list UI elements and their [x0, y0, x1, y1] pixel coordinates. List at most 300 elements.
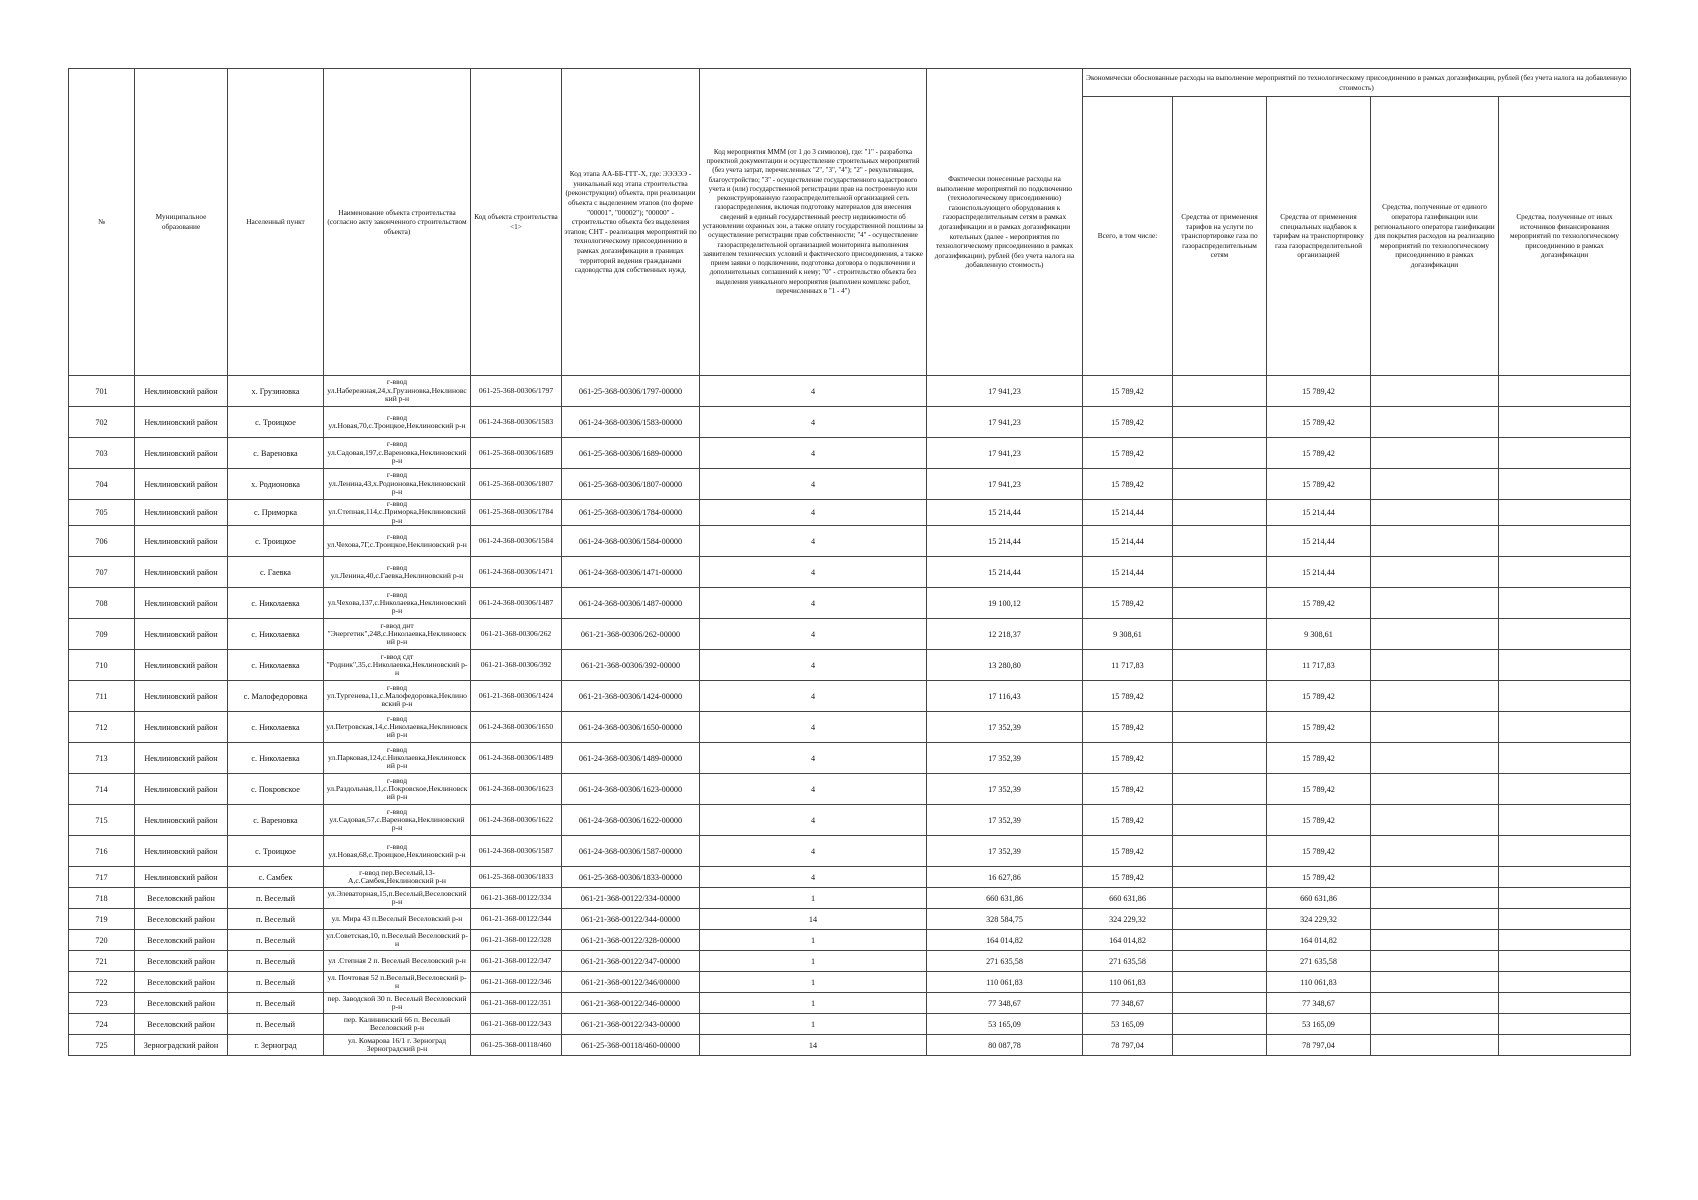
- object-name-cell: г-ввод ул.Ленина,43,х.Родионовка,Неклиновский р-н: [324, 469, 471, 500]
- header-total: Всего, в том числе:: [1083, 97, 1173, 376]
- stage-code-cell: 061-25-368-00306/1797-00000: [562, 376, 700, 407]
- total-cell: 164 014,82: [1083, 930, 1173, 951]
- header-operator-funds: Средства, полученные от единого оператора газификации или регионального оператора газификации для покрытия расходов на реализацию мероприятий по технологическому присоединению в рамках догазификации: [1371, 97, 1499, 376]
- operator-funds-cell: [1371, 650, 1499, 681]
- settlement-cell: с. Приморка: [228, 500, 324, 526]
- tariff-funds-cell: [1173, 972, 1267, 993]
- header-num: №: [69, 69, 135, 376]
- row-number: 705: [69, 500, 135, 526]
- object-code-cell: 061-24-368-00306/1584: [471, 526, 562, 557]
- other-funds-cell: [1499, 712, 1631, 743]
- settlement-cell: с. Николаевка: [228, 588, 324, 619]
- surcharge-funds-cell: 164 014,82: [1267, 930, 1371, 951]
- tariff-funds-cell: [1173, 376, 1267, 407]
- object-code-cell: 061-21-368-00122/343: [471, 1014, 562, 1035]
- data-table: [68, 68, 1631, 1056]
- table-row: [69, 1035, 1631, 1056]
- measure-code-cell: 4: [700, 867, 927, 888]
- municipality-cell: Неклиновский район: [135, 526, 228, 557]
- total-cell: 15 214,44: [1083, 500, 1173, 526]
- measure-code-cell: 4: [700, 774, 927, 805]
- table-row: [69, 469, 1631, 500]
- object-name-cell: ул .Степная 2 п. Веселый Веселовский р-н: [324, 951, 471, 972]
- table-row: [69, 557, 1631, 588]
- row-number: 724: [69, 1014, 135, 1035]
- object-name-cell: г-ввод ул.Раздольная,11,с.Покровское,Неклиновский р-н: [324, 774, 471, 805]
- object-name-cell: г-ввод сдт "Родник",35,с.Николаевка,Неклиновский р-н: [324, 650, 471, 681]
- tariff-funds-cell: [1173, 438, 1267, 469]
- operator-funds-cell: [1371, 836, 1499, 867]
- header-actual-costs: Фактически понесенные расходы на выполнение мероприятий по подключению (технологическому присоединению) газоиспользующего оборудования к газораспределительным сетям в рамках догазификации и в рамках догазификации котельных (далее - мероприятия по технологическому присоединению в рамках догазификации), рублей (без учета налога на добавленную стоимость): [927, 69, 1083, 376]
- actual-costs-cell: 17 352,39: [927, 805, 1083, 836]
- settlement-cell: с. Покровское: [228, 774, 324, 805]
- header-measure-code: Код мероприятия МММ (от 1 до 3 символов), где: "1" - разработка проектной документации и осуществление строительных мероприятий (без учета затрат, перечисленных "2", "3", "4"); "2" - рекультивация, благоустройство; "3" - осуществление государственного кадастрового учета и (или) государственной регистрации прав на построенную или реконструированную газораспределительной организацией сеть газораспределения, включая подготовку материалов для внесения сведений в единый государственный реестр недвижимости об установлении охранных зон, а также оплату государственной пошлины за осуществление регистрации прав собственности; "4" - осуществление газораспределительной организацией мониторинга выполнения заявителем технических условий и фактического присоединения, а также прием заявки о подключении, подготовка договора о подключении и дополнительных соглашений к нему; "0" - строительство объекта без выделения уникального мероприятия (выполнен комплекс работ, перечисленных в "1 - 4"): [700, 69, 927, 376]
- actual-costs-cell: 80 087,78: [927, 1035, 1083, 1056]
- other-funds-cell: [1499, 930, 1631, 951]
- surcharge-funds-cell: 15 789,42: [1267, 588, 1371, 619]
- municipality-cell: Зерноградский район: [135, 1035, 228, 1056]
- other-funds-cell: [1499, 993, 1631, 1014]
- total-cell: 271 635,58: [1083, 951, 1173, 972]
- settlement-cell: с. Троицкое: [228, 407, 324, 438]
- surcharge-funds-cell: 324 229,32: [1267, 909, 1371, 930]
- tariff-funds-cell: [1173, 526, 1267, 557]
- surcharge-funds-cell: 15 789,42: [1267, 681, 1371, 712]
- header-municipality: Муниципальное образование: [135, 69, 228, 376]
- surcharge-funds-cell: 15 789,42: [1267, 712, 1371, 743]
- total-cell: 15 789,42: [1083, 407, 1173, 438]
- surcharge-funds-cell: 15 789,42: [1267, 407, 1371, 438]
- table-row: [69, 1014, 1631, 1035]
- municipality-cell: Веселовский район: [135, 993, 228, 1014]
- tariff-funds-cell: [1173, 909, 1267, 930]
- surcharge-funds-cell: 15 789,42: [1267, 469, 1371, 500]
- table-row: [69, 867, 1631, 888]
- operator-funds-cell: [1371, 469, 1499, 500]
- measure-code-cell: 4: [700, 376, 927, 407]
- operator-funds-cell: [1371, 867, 1499, 888]
- operator-funds-cell: [1371, 376, 1499, 407]
- actual-costs-cell: 17 352,39: [927, 743, 1083, 774]
- stage-code-cell: 061-21-368-00306/392-00000: [562, 650, 700, 681]
- other-funds-cell: [1499, 805, 1631, 836]
- object-name-cell: г-ввод ул.Садовая,197,с.Вареновка,Неклиновский р-н: [324, 438, 471, 469]
- total-cell: 15 789,42: [1083, 681, 1173, 712]
- surcharge-funds-cell: 15 214,44: [1267, 557, 1371, 588]
- other-funds-cell: [1499, 909, 1631, 930]
- measure-code-cell: 4: [700, 557, 927, 588]
- tariff-funds-cell: [1173, 407, 1267, 438]
- surcharge-funds-cell: 15 789,42: [1267, 805, 1371, 836]
- row-number: 708: [69, 588, 135, 619]
- stage-code-cell: 061-24-368-00306/1487-00000: [562, 588, 700, 619]
- actual-costs-cell: 17 352,39: [927, 712, 1083, 743]
- tariff-funds-cell: [1173, 836, 1267, 867]
- municipality-cell: Веселовский район: [135, 888, 228, 909]
- municipality-cell: Неклиновский район: [135, 588, 228, 619]
- stage-code-cell: 061-21-368-00122/347-00000: [562, 951, 700, 972]
- municipality-cell: Неклиновский район: [135, 681, 228, 712]
- stage-code-cell: 061-24-368-00306/1584-00000: [562, 526, 700, 557]
- object-code-cell: 061-21-368-00122/328: [471, 930, 562, 951]
- settlement-cell: п. Веселый: [228, 993, 324, 1014]
- object-name-cell: ул. Почтовая 52 п.Веселый,Веселовский р-н: [324, 972, 471, 993]
- operator-funds-cell: [1371, 557, 1499, 588]
- municipality-cell: Неклиновский район: [135, 438, 228, 469]
- row-number: 702: [69, 407, 135, 438]
- row-number: 703: [69, 438, 135, 469]
- row-number: 712: [69, 712, 135, 743]
- operator-funds-cell: [1371, 526, 1499, 557]
- municipality-cell: Веселовский район: [135, 951, 228, 972]
- actual-costs-cell: 53 165,09: [927, 1014, 1083, 1035]
- stage-code-cell: 061-21-368-00122/346/00000: [562, 972, 700, 993]
- tariff-funds-cell: [1173, 650, 1267, 681]
- total-cell: 660 631,86: [1083, 888, 1173, 909]
- measure-code-cell: 1: [700, 888, 927, 909]
- actual-costs-cell: 271 635,58: [927, 951, 1083, 972]
- measure-code-cell: 1: [700, 1014, 927, 1035]
- total-cell: 15 789,42: [1083, 438, 1173, 469]
- object-code-cell: 061-25-368-00306/1833: [471, 867, 562, 888]
- object-name-cell: г-ввод ул.Степная,114,с.Приморка,Неклиновский р-н: [324, 500, 471, 526]
- object-code-cell: 061-21-368-00306/392: [471, 650, 562, 681]
- measure-code-cell: 4: [700, 650, 927, 681]
- total-cell: 324 229,32: [1083, 909, 1173, 930]
- table-body: [69, 376, 1631, 1056]
- stage-code-cell: 061-25-368-00306/1833-00000: [562, 867, 700, 888]
- stage-code-cell: 061-25-368-00306/1784-00000: [562, 500, 700, 526]
- operator-funds-cell: [1371, 743, 1499, 774]
- object-code-cell: 061-21-368-00122/346: [471, 972, 562, 993]
- object-code-cell: 061-24-368-00306/1471: [471, 557, 562, 588]
- object-name-cell: г-ввод ул.Ленина,40,с.Гаевка,Неклиновский р-н: [324, 557, 471, 588]
- table-row: [69, 993, 1631, 1014]
- operator-funds-cell: [1371, 438, 1499, 469]
- actual-costs-cell: 19 100,12: [927, 588, 1083, 619]
- header-other-funds: Средства, полученные от иных источников финансирования мероприятий по технологическому присоединению в рамках догазификации: [1499, 97, 1631, 376]
- object-name-cell: г-ввод ул.Новая,68,с.Троицкое,Неклиновский р-н: [324, 836, 471, 867]
- object-name-cell: г-ввод ул.Чехова,137,с.Николаевка,Неклиновский р-н: [324, 588, 471, 619]
- settlement-cell: г. Зерноград: [228, 1035, 324, 1056]
- row-number: 715: [69, 805, 135, 836]
- other-funds-cell: [1499, 836, 1631, 867]
- municipality-cell: Неклиновский район: [135, 805, 228, 836]
- table-row: [69, 951, 1631, 972]
- total-cell: 77 348,67: [1083, 993, 1173, 1014]
- municipality-cell: Неклиновский район: [135, 469, 228, 500]
- other-funds-cell: [1499, 526, 1631, 557]
- table-row: [69, 588, 1631, 619]
- object-name-cell: ул.Советская,10, п.Веселый Веселовский р-н: [324, 930, 471, 951]
- total-cell: 15 214,44: [1083, 557, 1173, 588]
- table-row: [69, 888, 1631, 909]
- object-code-cell: 061-24-368-00306/1583: [471, 407, 562, 438]
- object-name-cell: г-ввод ул.Новая,70,с.Троицкое,Неклиновский р-н: [324, 407, 471, 438]
- object-name-cell: г-ввод ул.Парковая,124,с.Николаевка,Неклиновский р-н: [324, 743, 471, 774]
- other-funds-cell: [1499, 469, 1631, 500]
- tariff-funds-cell: [1173, 774, 1267, 805]
- object-code-cell: 061-24-368-00306/1487: [471, 588, 562, 619]
- header-econ-group: Экономически обоснованные расходы на выполнение мероприятий по технологическому присоединению в рамках догазификации, рублей (без учета налога на добавленную стоимость): [1083, 69, 1631, 97]
- municipality-cell: Неклиновский район: [135, 650, 228, 681]
- municipality-cell: Неклиновский район: [135, 712, 228, 743]
- row-number: 720: [69, 930, 135, 951]
- measure-code-cell: 4: [700, 588, 927, 619]
- table-row: [69, 650, 1631, 681]
- other-funds-cell: [1499, 681, 1631, 712]
- operator-funds-cell: [1371, 681, 1499, 712]
- stage-code-cell: 061-25-368-00306/1689-00000: [562, 438, 700, 469]
- row-number: 719: [69, 909, 135, 930]
- stage-code-cell: 061-21-368-00306/262-00000: [562, 619, 700, 650]
- other-funds-cell: [1499, 972, 1631, 993]
- object-name-cell: пер. Калининский 66 п. Веселый Веселовский р-н: [324, 1014, 471, 1035]
- total-cell: 15 214,44: [1083, 526, 1173, 557]
- settlement-cell: с. Малофедоровка: [228, 681, 324, 712]
- stage-code-cell: 061-21-368-00306/1424-00000: [562, 681, 700, 712]
- surcharge-funds-cell: 15 789,42: [1267, 774, 1371, 805]
- total-cell: 9 308,61: [1083, 619, 1173, 650]
- other-funds-cell: [1499, 557, 1631, 588]
- tariff-funds-cell: [1173, 993, 1267, 1014]
- operator-funds-cell: [1371, 1014, 1499, 1035]
- object-code-cell: 061-25-368-00306/1797: [471, 376, 562, 407]
- row-number: 710: [69, 650, 135, 681]
- measure-code-cell: 4: [700, 619, 927, 650]
- table-row: [69, 972, 1631, 993]
- other-funds-cell: [1499, 438, 1631, 469]
- municipality-cell: Неклиновский район: [135, 407, 228, 438]
- row-number: 706: [69, 526, 135, 557]
- operator-funds-cell: [1371, 993, 1499, 1014]
- object-code-cell: 061-24-368-00306/1623: [471, 774, 562, 805]
- table-row: [69, 681, 1631, 712]
- tariff-funds-cell: [1173, 681, 1267, 712]
- object-code-cell: 061-24-368-00306/1622: [471, 805, 562, 836]
- operator-funds-cell: [1371, 909, 1499, 930]
- object-code-cell: 061-24-368-00306/1650: [471, 712, 562, 743]
- row-number: 722: [69, 972, 135, 993]
- object-name-cell: г-ввод днт "Энергетик",248,с.Николаевка,Неклиновский р-н: [324, 619, 471, 650]
- settlement-cell: с. Вареновка: [228, 438, 324, 469]
- header-settlement: Населенный пункт: [228, 69, 324, 376]
- stage-code-cell: 061-24-368-00306/1489-00000: [562, 743, 700, 774]
- stage-code-cell: 061-24-368-00306/1650-00000: [562, 712, 700, 743]
- total-cell: 15 789,42: [1083, 867, 1173, 888]
- stage-code-cell: 061-21-368-00122/328-00000: [562, 930, 700, 951]
- tariff-funds-cell: [1173, 951, 1267, 972]
- total-cell: 15 789,42: [1083, 376, 1173, 407]
- table-row: [69, 712, 1631, 743]
- object-name-cell: ул. Комарова 16/1 г. Зерноград Зерноградский р-н: [324, 1035, 471, 1056]
- row-number: 717: [69, 867, 135, 888]
- row-number: 713: [69, 743, 135, 774]
- surcharge-funds-cell: 15 789,42: [1267, 438, 1371, 469]
- actual-costs-cell: 16 627,86: [927, 867, 1083, 888]
- actual-costs-cell: 660 631,86: [927, 888, 1083, 909]
- object-code-cell: 061-24-368-00306/1489: [471, 743, 562, 774]
- operator-funds-cell: [1371, 972, 1499, 993]
- row-number: 704: [69, 469, 135, 500]
- other-funds-cell: [1499, 407, 1631, 438]
- table-row: [69, 909, 1631, 930]
- object-name-cell: пер. Заводской 30 п. Веселый Веселовский р-н: [324, 993, 471, 1014]
- municipality-cell: Неклиновский район: [135, 619, 228, 650]
- operator-funds-cell: [1371, 588, 1499, 619]
- stage-code-cell: 061-24-368-00306/1471-00000: [562, 557, 700, 588]
- surcharge-funds-cell: 271 635,58: [1267, 951, 1371, 972]
- municipality-cell: Веселовский район: [135, 909, 228, 930]
- object-code-cell: 061-21-368-00122/347: [471, 951, 562, 972]
- row-number: 723: [69, 993, 135, 1014]
- table-row: [69, 805, 1631, 836]
- object-code-cell: 061-21-368-00122/351: [471, 993, 562, 1014]
- table-row: [69, 407, 1631, 438]
- municipality-cell: Неклиновский район: [135, 774, 228, 805]
- actual-costs-cell: 17 941,23: [927, 376, 1083, 407]
- municipality-cell: Веселовский район: [135, 930, 228, 951]
- tariff-funds-cell: [1173, 712, 1267, 743]
- row-number: 707: [69, 557, 135, 588]
- surcharge-funds-cell: 15 789,42: [1267, 836, 1371, 867]
- measure-code-cell: 4: [700, 500, 927, 526]
- object-code-cell: 061-25-368-00306/1807: [471, 469, 562, 500]
- settlement-cell: с. Николаевка: [228, 743, 324, 774]
- object-name-cell: г-ввод пер.Веселый,13-А,с.Самбек,Неклиновский р-н: [324, 867, 471, 888]
- measure-code-cell: 4: [700, 407, 927, 438]
- municipality-cell: Неклиновский район: [135, 376, 228, 407]
- settlement-cell: с. Троицкое: [228, 526, 324, 557]
- operator-funds-cell: [1371, 774, 1499, 805]
- actual-costs-cell: 12 218,37: [927, 619, 1083, 650]
- tariff-funds-cell: [1173, 805, 1267, 836]
- measure-code-cell: 4: [700, 526, 927, 557]
- municipality-cell: Неклиновский район: [135, 743, 228, 774]
- table-row: [69, 376, 1631, 407]
- actual-costs-cell: 164 014,82: [927, 930, 1083, 951]
- surcharge-funds-cell: 77 348,67: [1267, 993, 1371, 1014]
- total-cell: 15 789,42: [1083, 836, 1173, 867]
- actual-costs-cell: 17 941,23: [927, 469, 1083, 500]
- object-code-cell: 061-21-368-00122/334: [471, 888, 562, 909]
- stage-code-cell: 061-24-368-00306/1587-00000: [562, 836, 700, 867]
- surcharge-funds-cell: 15 214,44: [1267, 500, 1371, 526]
- table-header: [69, 69, 1631, 376]
- object-code-cell: 061-24-368-00306/1587: [471, 836, 562, 867]
- tariff-funds-cell: [1173, 1035, 1267, 1056]
- header-object-code: Код объекта строительства <1>: [471, 69, 562, 376]
- total-cell: 53 165,09: [1083, 1014, 1173, 1035]
- table-row: [69, 743, 1631, 774]
- surcharge-funds-cell: 11 717,83: [1267, 650, 1371, 681]
- settlement-cell: с. Вареновка: [228, 805, 324, 836]
- measure-code-cell: 1: [700, 930, 927, 951]
- other-funds-cell: [1499, 376, 1631, 407]
- object-code-cell: 061-25-368-00306/1784: [471, 500, 562, 526]
- object-code-cell: 061-21-368-00306/1424: [471, 681, 562, 712]
- total-cell: 15 789,42: [1083, 588, 1173, 619]
- settlement-cell: х. Грузиновка: [228, 376, 324, 407]
- tariff-funds-cell: [1173, 867, 1267, 888]
- other-funds-cell: [1499, 500, 1631, 526]
- tariff-funds-cell: [1173, 500, 1267, 526]
- measure-code-cell: 14: [700, 909, 927, 930]
- operator-funds-cell: [1371, 712, 1499, 743]
- object-code-cell: 061-25-368-00118/460: [471, 1035, 562, 1056]
- actual-costs-cell: 77 348,67: [927, 993, 1083, 1014]
- total-cell: 110 061,83: [1083, 972, 1173, 993]
- surcharge-funds-cell: 9 308,61: [1267, 619, 1371, 650]
- settlement-cell: с. Николаевка: [228, 650, 324, 681]
- actual-costs-cell: 17 352,39: [927, 836, 1083, 867]
- stage-code-cell: 061-21-368-00122/343-00000: [562, 1014, 700, 1035]
- stage-code-cell: 061-21-368-00122/346-00000: [562, 993, 700, 1014]
- header-stage-code: Код этапа АА-ББ-ГГГ-Х, где: ЭЭЭЭЭ - уникальный код этапа строительства (реконструкции) объекта, при реализации объекта с выделением этапов (по форме "00001", "00002"); "00000" - строительство объекта без выделения этапов; СНТ - реализация мероприятий по технологическому присоединению в рамках догазификации в границах территорий ведения гражданами садоводства для собственных нужд.: [562, 69, 700, 376]
- row-number: 701: [69, 376, 135, 407]
- object-code-cell: 061-21-368-00122/344: [471, 909, 562, 930]
- stage-code-cell: 061-24-368-00306/1623-00000: [562, 774, 700, 805]
- row-number: 721: [69, 951, 135, 972]
- measure-code-cell: 4: [700, 681, 927, 712]
- total-cell: 15 789,42: [1083, 712, 1173, 743]
- stage-code-cell: 061-24-368-00306/1622-00000: [562, 805, 700, 836]
- municipality-cell: Неклиновский район: [135, 867, 228, 888]
- total-cell: 15 789,42: [1083, 774, 1173, 805]
- actual-costs-cell: 17 941,23: [927, 438, 1083, 469]
- tariff-funds-cell: [1173, 557, 1267, 588]
- header-surcharge-funds: Средства от применения специальных надбавок к тарифам на транспортировку газа газораспределительной организацией: [1267, 97, 1371, 376]
- total-cell: 15 789,42: [1083, 743, 1173, 774]
- settlement-cell: с. Николаевка: [228, 712, 324, 743]
- measure-code-cell: 4: [700, 836, 927, 867]
- row-number: 711: [69, 681, 135, 712]
- surcharge-funds-cell: 53 165,09: [1267, 1014, 1371, 1035]
- other-funds-cell: [1499, 588, 1631, 619]
- stage-code-cell: 061-24-368-00306/1583-00000: [562, 407, 700, 438]
- tariff-funds-cell: [1173, 469, 1267, 500]
- surcharge-funds-cell: 660 631,86: [1267, 888, 1371, 909]
- row-number: 716: [69, 836, 135, 867]
- municipality-cell: Неклиновский район: [135, 557, 228, 588]
- operator-funds-cell: [1371, 1035, 1499, 1056]
- row-number: 714: [69, 774, 135, 805]
- other-funds-cell: [1499, 619, 1631, 650]
- row-number: 709: [69, 619, 135, 650]
- settlement-cell: п. Веселый: [228, 930, 324, 951]
- surcharge-funds-cell: 15 789,42: [1267, 867, 1371, 888]
- measure-code-cell: 4: [700, 743, 927, 774]
- object-name-cell: ул. Мира 43 п.Веселый Веселовский р-н: [324, 909, 471, 930]
- measure-code-cell: 4: [700, 712, 927, 743]
- actual-costs-cell: 17 941,23: [927, 407, 1083, 438]
- object-code-cell: 061-21-368-00306/262: [471, 619, 562, 650]
- actual-costs-cell: 15 214,44: [927, 526, 1083, 557]
- other-funds-cell: [1499, 650, 1631, 681]
- operator-funds-cell: [1371, 500, 1499, 526]
- settlement-cell: с. Троицкое: [228, 836, 324, 867]
- surcharge-funds-cell: 15 789,42: [1267, 376, 1371, 407]
- settlement-cell: п. Веселый: [228, 972, 324, 993]
- object-name-cell: г-ввод ул.Набережная,24,х.Грузиновка,Неклиновский р-н: [324, 376, 471, 407]
- actual-costs-cell: 110 061,83: [927, 972, 1083, 993]
- operator-funds-cell: [1371, 930, 1499, 951]
- row-number: 718: [69, 888, 135, 909]
- operator-funds-cell: [1371, 619, 1499, 650]
- tariff-funds-cell: [1173, 619, 1267, 650]
- settlement-cell: п. Веселый: [228, 909, 324, 930]
- surcharge-funds-cell: 15 789,42: [1267, 743, 1371, 774]
